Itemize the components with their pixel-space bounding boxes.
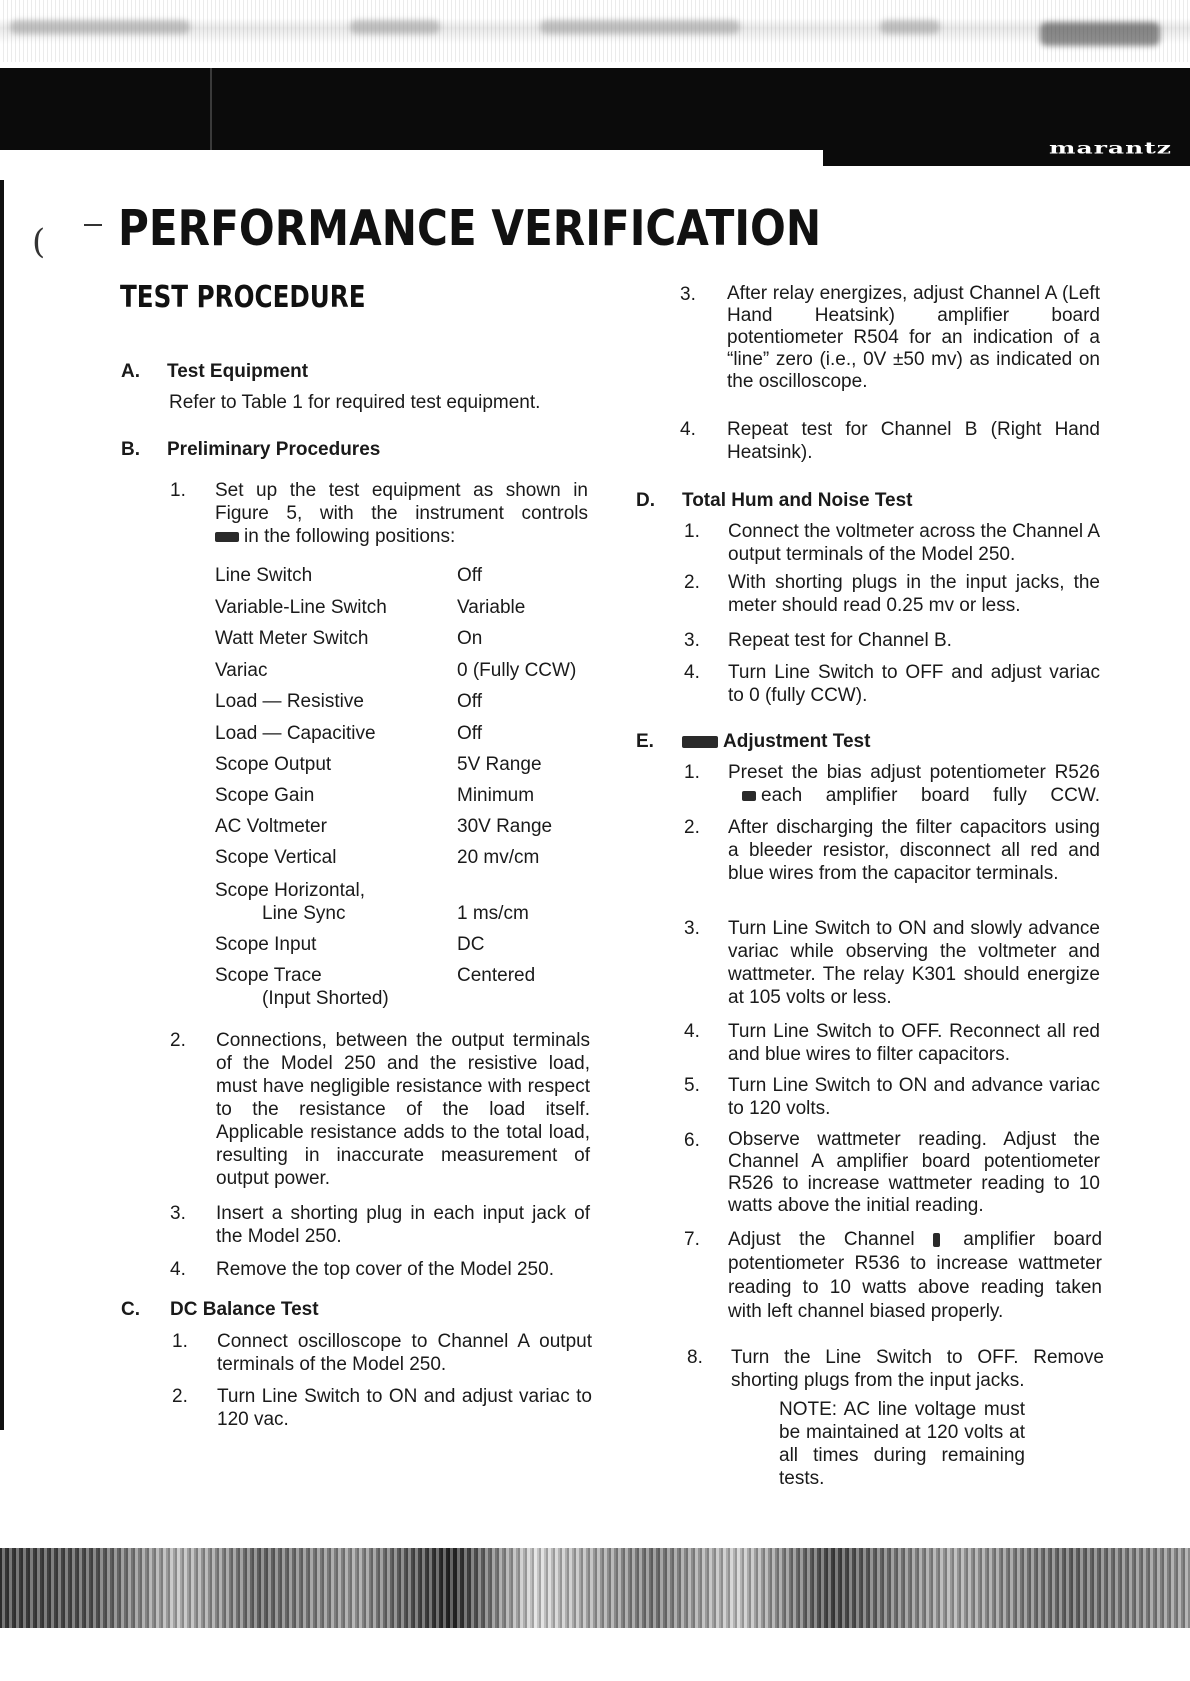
control-value: Variable — [457, 597, 526, 618]
control-name-cont: Line Sync — [262, 903, 346, 924]
control-value: Centered — [457, 965, 536, 986]
section-c-heading: DC Balance Test — [170, 1299, 319, 1320]
control-name-cont: (Input Shorted) — [262, 988, 389, 1009]
scan-smudge — [215, 532, 239, 542]
control-name: Variable-Line Switch — [215, 597, 387, 618]
scan-smudge — [682, 736, 718, 748]
step-text-line: in the following positions: — [244, 526, 456, 547]
step-num: 4. — [684, 1021, 700, 1042]
scan-smudge — [933, 1233, 940, 1247]
control-name: Scope Input — [215, 934, 317, 955]
control-name: Scope Vertical — [215, 847, 337, 868]
note-text: NOTE: AC line voltage must be maintained at 120 volts at all times during remaining tests. — [779, 1399, 1025, 1489]
step-text — [215, 525, 455, 548]
control-name: Scope Horizontal, — [215, 880, 365, 901]
section-e-label: E. — [636, 731, 654, 752]
step-num: 3. — [170, 1203, 186, 1224]
step-num: 1. — [172, 1331, 188, 1352]
section-c-label: C. — [121, 1299, 140, 1320]
step-text: Connect oscilloscope to Channel A output terminals of the Model 250. — [217, 1331, 592, 1375]
step-text: Turn the Line Switch to OFF. Remove shorting plugs from the input jacks. — [731, 1347, 1104, 1391]
section-e-heading-row — [682, 730, 870, 753]
control-name: Watt Meter Switch — [215, 628, 369, 649]
step-num: 7. — [684, 1229, 700, 1250]
step-num: 4. — [684, 662, 700, 683]
step-text-cont — [742, 784, 1100, 807]
step-num: 5. — [684, 1075, 700, 1096]
control-value: Off — [457, 691, 482, 712]
section-a-label: A. — [121, 361, 140, 382]
step-text: Repeat test for Channel B (Right Hand Heatsink). — [727, 419, 1100, 463]
step-text: Repeat test for Channel B. — [728, 630, 952, 651]
control-name: Load — Resistive — [215, 691, 364, 712]
step-num: 4. — [170, 1259, 186, 1280]
control-name: AC Voltmeter — [215, 816, 327, 837]
step-num: 1. — [684, 521, 700, 542]
step-num: 1. — [170, 480, 186, 501]
control-value: 5V Range — [457, 754, 542, 775]
step-text-pre: Adjust the Channel — [728, 1229, 915, 1250]
step-text: Preset the bias adjust potentiometer R526 — [728, 762, 1100, 783]
step-text: Turn Line Switch to OFF. Reconnect all red and blue wires to filter capacitors. — [728, 1021, 1100, 1065]
control-value: Off — [457, 565, 482, 586]
step-text: After discharging the filter capacitors using a bleeder resistor, disconnect all red and blue wires from the capacitor terminals. — [728, 817, 1100, 884]
margin-dash — [84, 224, 102, 226]
step-num: 3. — [680, 284, 696, 305]
control-value: 0 (Fully CCW) — [457, 660, 577, 681]
step-num: 3. — [684, 918, 700, 939]
step-text: Connections, between the output terminals of the Model 250 and the resistive load, must have negligible resistance with respect to the resistance of the load itself. Applicable resistance adds to the total load, resulting in inaccurate measurement of output power. — [216, 1030, 590, 1189]
page-title: PERFORMANCE VERIFICATION — [118, 200, 822, 257]
margin-mark: ( — [32, 222, 46, 262]
scan-smudge — [742, 791, 756, 801]
section-d-label: D. — [636, 490, 655, 511]
scan-noise-bottom — [0, 1548, 1190, 1628]
step-text: Observe wattmeter reading. Adjust the Channel A amplifier board potentiometer R526 to increase wattmeter reading to 10 watts above the initial reading. — [728, 1129, 1100, 1216]
brand-logo: marantz — [1049, 139, 1172, 157]
step-text: Insert a shorting plug in each input jack of the Model 250. — [216, 1203, 590, 1247]
step-num: 2. — [172, 1386, 188, 1407]
control-value: DC — [457, 934, 485, 955]
section-b-label: B. — [121, 439, 140, 460]
control-value: 1 ms/cm — [457, 903, 529, 924]
step-text: Remove the top cover of the Model 250. — [216, 1259, 554, 1280]
control-name: Scope Trace — [215, 965, 322, 986]
control-name: Scope Gain — [215, 785, 315, 806]
step-num: 3. — [684, 630, 700, 651]
control-value: 30V Range — [457, 816, 553, 837]
section-a-text: Refer to Table 1 for required test equipment. — [169, 392, 541, 413]
control-name: Line Switch — [215, 565, 313, 586]
step-num: 8. — [687, 1347, 703, 1368]
control-value: 20 mv/cm — [457, 847, 540, 868]
step-text: After relay energizes, adjust Channel A (Left Hand Heatsink) amplifier board potentiometer R504 for an indication of a “line” zero (i.e., 0V ±50 mv) as indicated on the oscilloscope. — [727, 283, 1100, 392]
control-name: Load — Capacitive — [215, 723, 376, 744]
step-text: Figure 5, with the instrument controls — [215, 503, 588, 524]
step-text: Turn Line Switch to OFF and adjust variac to 0 (fully CCW). — [728, 662, 1100, 706]
step-num: 6. — [684, 1130, 700, 1151]
step-text: With shorting plugs in the input jacks, the meter should read 0.25 mv or less. — [728, 572, 1100, 616]
step-text: Connect the voltmeter across the Channel A output terminals of the Model 250. — [728, 521, 1100, 565]
step-text-line: each amplifier board fully CCW. — [761, 785, 1100, 806]
binding-edge — [0, 180, 4, 1430]
control-name: Scope Output — [215, 754, 332, 775]
brand-tab — [823, 138, 1190, 166]
step-text-post: amplifier board potentiometer R536 to increase wattmeter reading to 10 watts above reading taken with left channel biased properly. — [728, 1229, 1103, 1322]
scan-noise-top — [0, 0, 1190, 62]
step-text: Set up the test equipment as shown in — [215, 480, 588, 501]
step-text: Turn Line Switch to ON and advance variac to 120 volts. — [728, 1075, 1100, 1119]
step-text — [728, 1228, 1102, 1324]
step-text: Turn Line Switch to ON and slowly advance variac while observing the voltmeter and wattmeter. The relay K301 should energize at 105 volts or less. — [728, 918, 1100, 1008]
section-b-heading: Preliminary Procedures — [167, 439, 381, 460]
control-value: Minimum — [457, 785, 535, 806]
control-value: Off — [457, 723, 482, 744]
section-e-heading: Adjustment Test — [723, 731, 871, 752]
section-title: TEST PROCEDURE — [120, 280, 366, 315]
control-value: On — [457, 628, 483, 649]
step-num: 2. — [684, 572, 700, 593]
step-text: Turn Line Switch to ON and adjust variac to 120 vac. — [217, 1386, 592, 1430]
control-name: Variac — [215, 660, 268, 681]
step-num: 4. — [680, 419, 696, 440]
step-num: 2. — [170, 1030, 186, 1051]
step-num: 1. — [684, 762, 700, 783]
section-d-heading: Total Hum and Noise Test — [682, 490, 913, 511]
step-num: 2. — [684, 817, 700, 838]
section-a-heading: Test Equipment — [167, 361, 309, 382]
